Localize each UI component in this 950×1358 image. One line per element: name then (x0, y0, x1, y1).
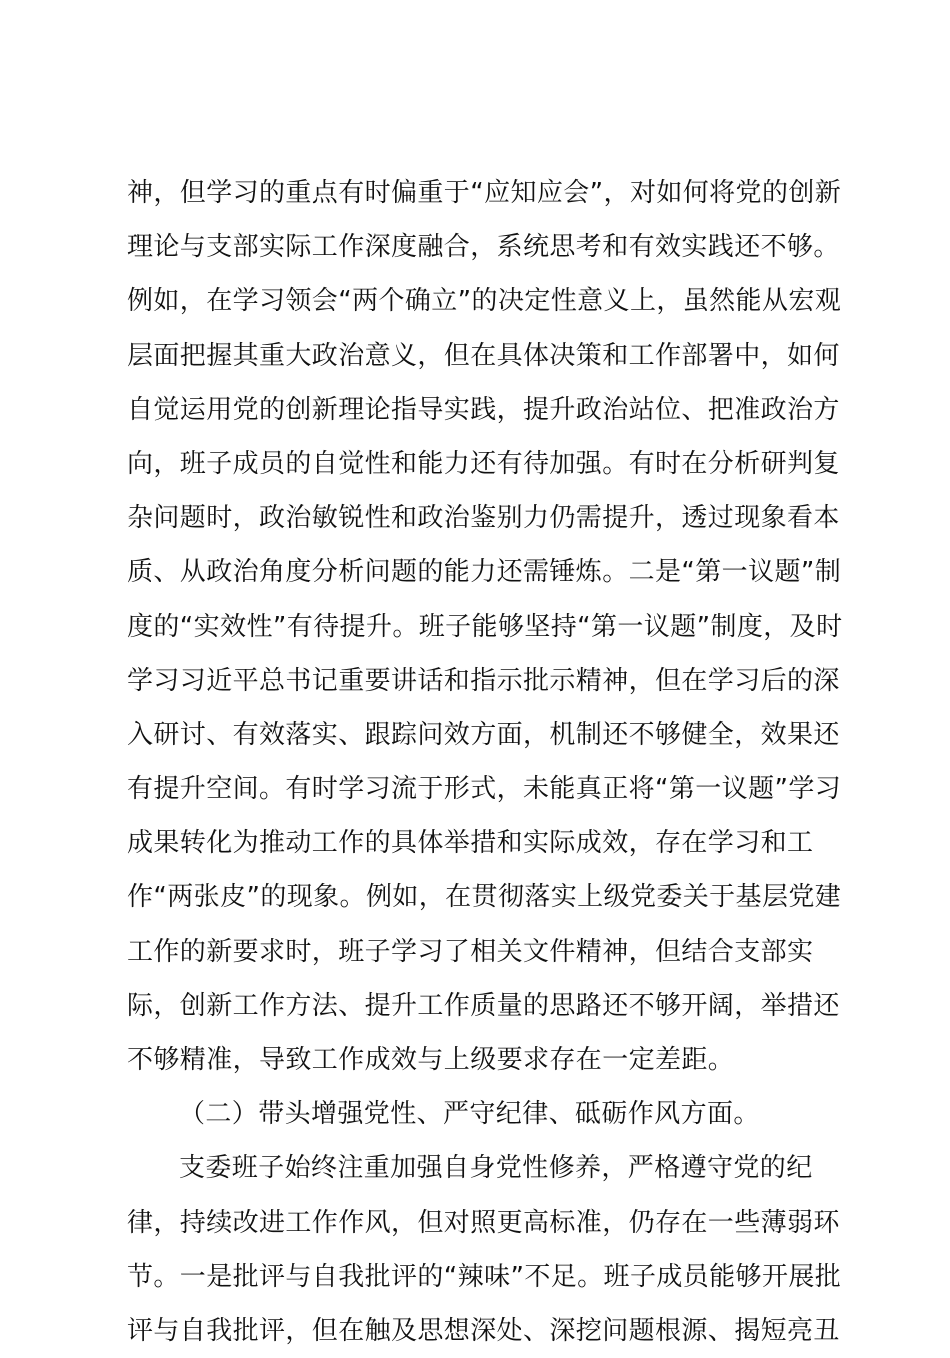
text-line: 作“两张皮”的现象。例如，在贯彻落实上级党委关于基层党建 (127, 882, 842, 913)
text-line: 律，持续改进工作作风，但对照更高标准，仍存在一些薄弱环 (127, 1207, 840, 1238)
text-line: 理论与支部实际工作深度融合，系统思考和有效实践还不够。 (127, 232, 840, 263)
text-line: 入研讨、有效落实、跟踪问效方面，机制还不够健全，效果还 (127, 719, 840, 750)
text-line: 度的“实效性”有待提升。班子能够坚持“第一议题”制度，及时 (127, 611, 843, 642)
text-line: 杂问题时，政治敏锐性和政治鉴别力仍需提升，透过现象看本 (127, 503, 840, 534)
text-line: 工作的新要求时，班子学习了相关文件精神，但结合支部实 (127, 936, 814, 967)
text-line: 例如，在学习领会“两个确立”的决定性意义上，虽然能从宏观 (127, 286, 842, 317)
text-line: 际，创新工作方法、提升工作质量的思路还不够开阔，举措还 (127, 990, 840, 1021)
text-line: 层面把握其重大政治意义，但在具体决策和工作部署中，如何 (127, 340, 840, 371)
text-line: 学习习近平总书记重要讲话和指示批示精神，但在学习后的深 (127, 665, 840, 696)
text-line: 有提升空间。有时学习流于形式，未能真正将“第一议题”学习 (127, 774, 842, 805)
text-line: 评与自我批评，但在触及思想深处、深挖问题根源、揭短亮丑 (127, 1315, 840, 1346)
section-heading: （二）带头增强党性、严守纪律、砥砺作风方面。 (179, 1099, 760, 1130)
text-line: 不够精准，导致工作成效与上级要求存在一定差距。 (127, 1045, 735, 1075)
paragraph-start: 支委班子始终注重加强自身党性修养，严格遵守党的纪 (179, 1153, 813, 1184)
body-text (127, 166, 843, 1358)
text-line: 向，班子成员的自觉性和能力还有待加强。有时在分析研判复 (127, 448, 840, 479)
text-line: 节。一是批评与自我批评的“辣味”不足。班子成员能够开展批 (127, 1261, 842, 1292)
text-line: 成果转化为推动工作的具体举措和实际成效，存在学习和工 (127, 828, 814, 859)
text-line: 自觉运用党的创新理论指导实践，提升政治站位、把准政治方 (127, 394, 840, 425)
text-line: 神，但学习的重点有时偏重于“应知应会”，对如何将党的创新 (127, 178, 842, 208)
text-line: 质、从政治角度分析问题的能力还需锤炼。二是“第一议题”制 (127, 557, 842, 588)
